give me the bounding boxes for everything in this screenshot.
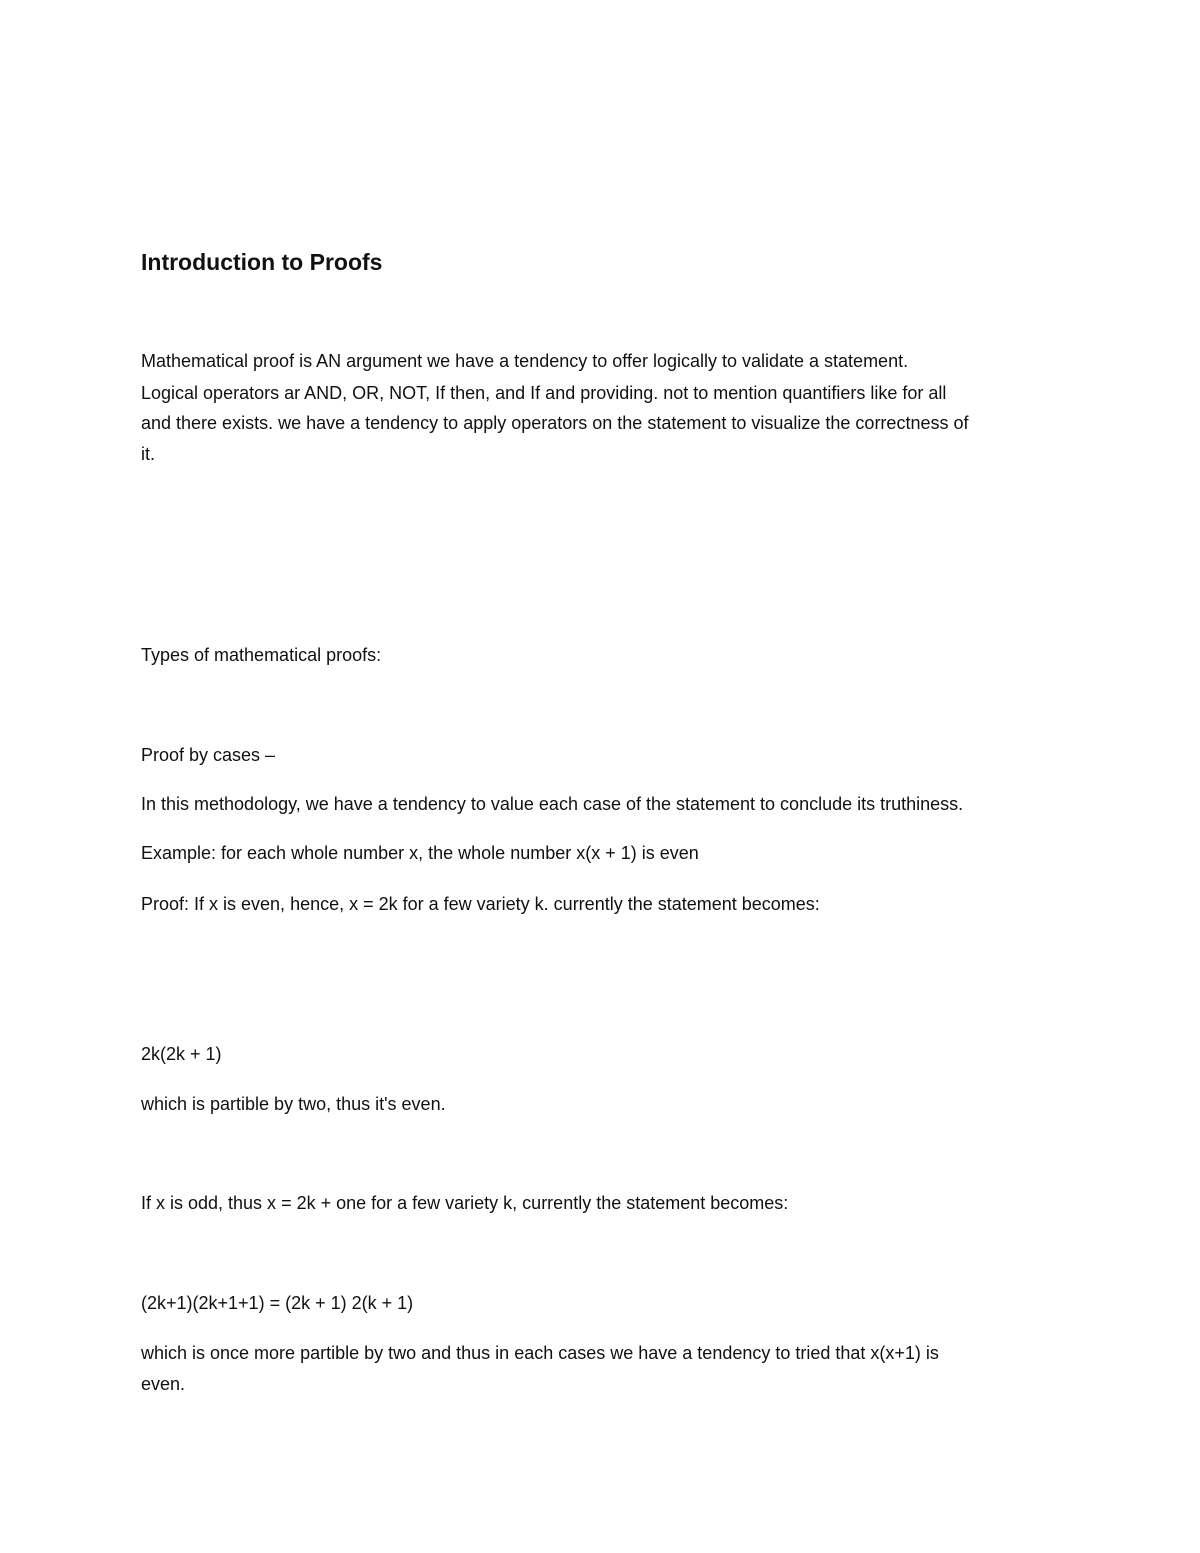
even-expression: 2k(2k + 1) <box>141 1044 222 1064</box>
final-line-2: even. <box>141 1374 186 1394</box>
final-line-1: which is once more partible by two and thus in each cases we have a tendency to tried that x(x+1) is <box>141 1343 939 1363</box>
example-paragraph: Example: for each whole number x, the whole number x(x + 1) is even <box>141 843 699 863</box>
odd-case-paragraph: If x is odd, thus x = 2k + one for a few variety k, currently the statement becomes: <box>141 1193 789 1213</box>
methodology-paragraph: In this methodology, we have a tendency to value each case of the statement to conclude its truthiness. <box>141 794 964 814</box>
intro-line-4: it. <box>141 444 156 464</box>
odd-expression: (2k+1)(2k+1+1) = (2k + 1) 2(k + 1) <box>141 1293 414 1313</box>
even-conclusion: which is partible by two, thus it's even. <box>141 1094 446 1114</box>
types-heading: Types of mathematical proofs: <box>141 645 382 665</box>
intro-line-3: and there exists. we have a tendency to apply operators on the statement to visualize the correctness of <box>141 413 969 433</box>
intro-line-2: Logical operators ar AND, OR, NOT, If then, and If and providing. not to mention quantifiers like for all <box>141 383 947 403</box>
intro-line-1: Mathematical proof is AN argument we have a tendency to offer logically to validate a statement. <box>141 351 909 371</box>
proof-even-paragraph: Proof: If x is even, hence, x = 2k for a few variety k. currently the statement becomes: <box>141 894 820 914</box>
page-title: Introduction to Proofs <box>141 249 383 275</box>
proof-by-cases-heading: Proof by cases – <box>141 745 276 765</box>
